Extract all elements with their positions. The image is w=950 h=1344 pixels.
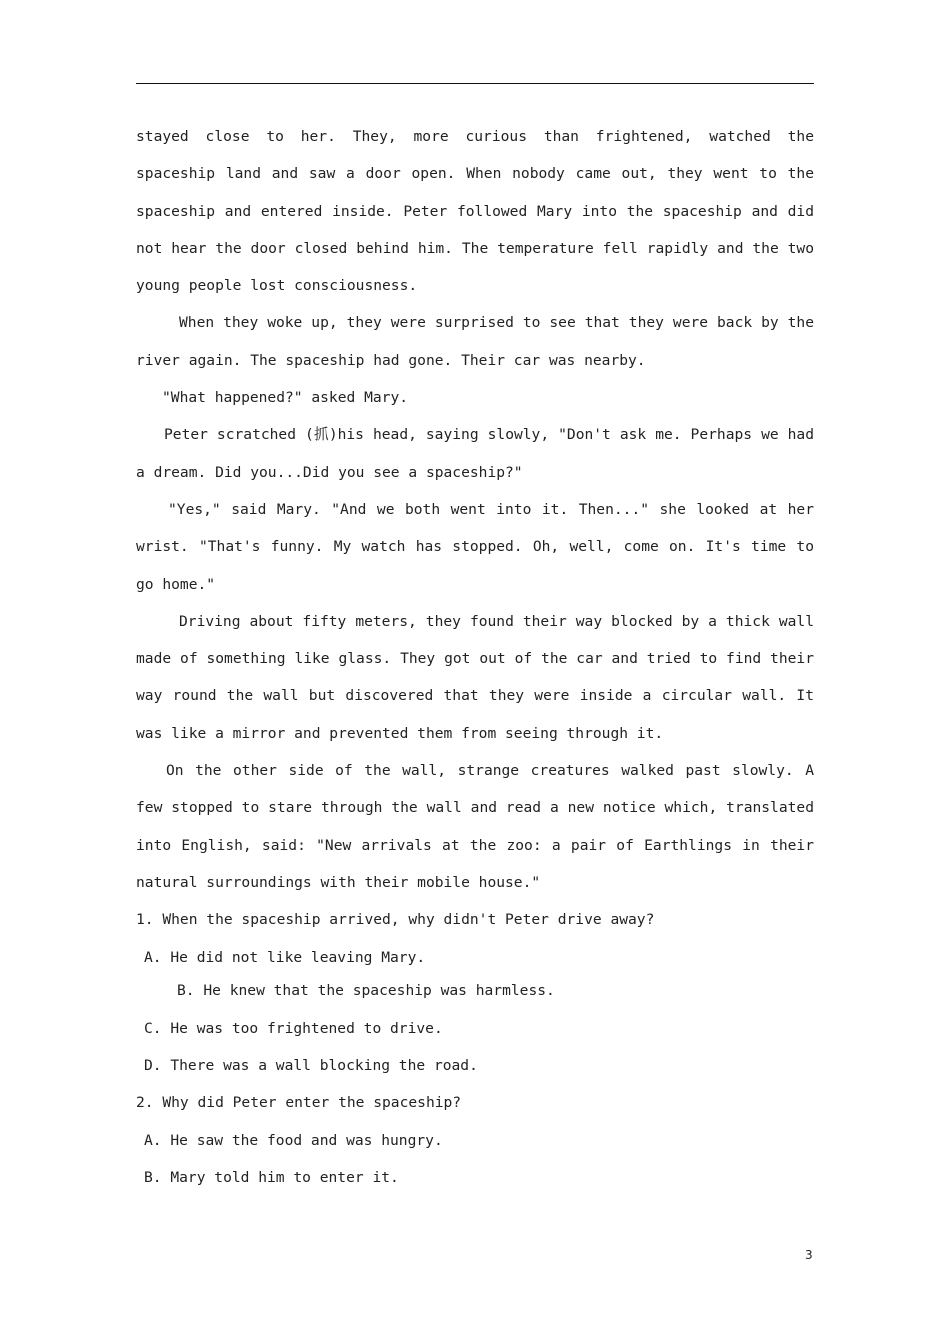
question-1 (136, 901, 814, 1084)
question-2 (136, 1084, 814, 1196)
answer-option: A. He did not like leaving Mary. (144, 948, 426, 966)
question-stem: 2. Why did Peter enter the spaceship? (136, 1094, 462, 1112)
page-number: 3 (805, 1248, 813, 1262)
paragraph: "What happened?" asked Mary. (162, 389, 409, 407)
paragraph: Peter scratched (抓)his head, saying slowly, "Don't ask me. Perhaps we had a dream. Did you...Did you see a spaceship?" (136, 426, 814, 481)
paragraph: "Yes," said Mary. "And we both went into it. Then..." she looked at her wrist. "That's funny. My watch has stopped. Oh, well, come on. It's time to go home." (136, 500, 814, 593)
answer-option: B. He knew that the spaceship was harmless. (177, 981, 555, 999)
reading-passage (136, 118, 814, 1196)
header-rule (136, 83, 814, 84)
paragraph: stayed close to her. They, more curious than frightened, watched the spaceship land and saw a door open. When nobody came out, they went to the spaceship and entered inside. Peter followed Mary into the spaceship and did not hear the door closed behind him. The temperature fell rapidly and the two young people lost consciousness. (136, 128, 814, 295)
question-stem: 1. When the spaceship arrived, why didn't Peter drive away? (136, 911, 655, 929)
answer-option: C. He was too frightened to drive. (144, 1019, 443, 1037)
paragraph: Driving about fifty meters, they found their way blocked by a thick wall made of something like glass. They got out of the car and tried to find their way round the wall but discovered that they were inside a circular wall. It was like a mirror and prevented them from seeing through it. (136, 612, 814, 742)
paragraph: When they woke up, they were surprised to see that they were back by the river again. The spaceship had gone. Their car was nearby. (136, 314, 814, 369)
answer-option: D. There was a wall blocking the road. (144, 1057, 478, 1075)
answer-option: B. Mary told him to enter it. (144, 1169, 399, 1187)
answer-option: A. He saw the food and was hungry. (144, 1131, 443, 1149)
paragraph: On the other side of the wall, strange creatures walked past slowly. A few stopped to stare through the wall and read a new notice which, translated into English, said: "New arrivals at the zoo: a pair of Earthlings in their natural surroundings with their mobile house." (136, 762, 814, 891)
